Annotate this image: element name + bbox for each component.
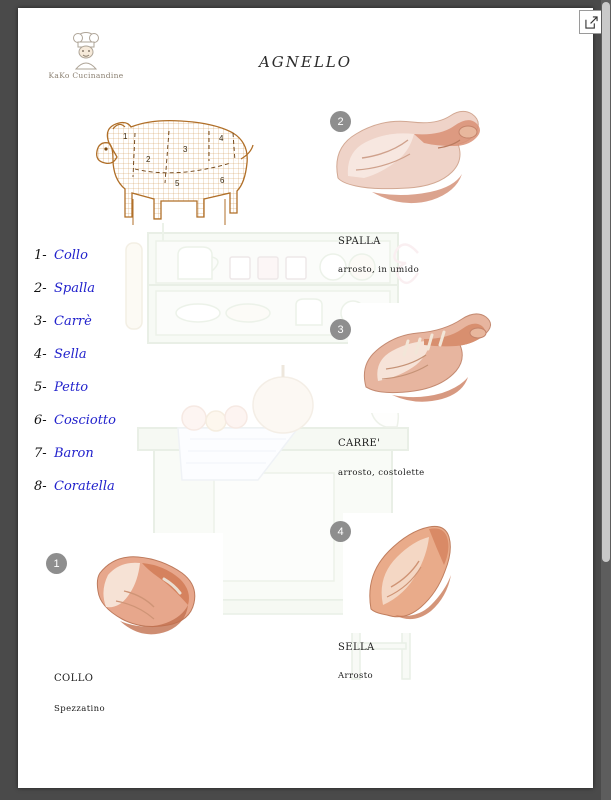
lamb-cuts-diagram: [73, 103, 283, 243]
cut-name: Carrè: [54, 314, 92, 329]
list-item: [34, 314, 174, 347]
list-item: [34, 380, 174, 413]
cut-number: 3-: [34, 314, 47, 329]
photo-carre: [348, 303, 513, 413]
expand-button[interactable]: [579, 10, 603, 34]
cut-number: 4-: [34, 347, 47, 362]
cut-number: 5-: [34, 380, 47, 395]
cut-number: 6-: [34, 413, 47, 428]
list-item: [34, 347, 174, 380]
list-item: [34, 446, 174, 479]
photo-sella-subtitle: Arrosto: [338, 671, 374, 681]
cut-name: Collo: [54, 248, 88, 263]
diagram-number-1: 1: [123, 132, 128, 141]
diagram-number-2: 2: [146, 155, 151, 164]
vertical-scrollbar-track[interactable]: [601, 0, 611, 800]
badge-4: 4: [330, 521, 351, 542]
cut-name: Spalla: [54, 281, 96, 296]
photo-collo-title: COLLO: [54, 673, 94, 684]
page-title: AGNELLO: [258, 53, 353, 71]
diagram-number-6: 6: [220, 176, 225, 185]
badge-3: 3: [330, 319, 351, 340]
cut-name: Sella: [54, 347, 87, 362]
cut-number: 1-: [34, 248, 47, 263]
list-item: [34, 281, 174, 314]
badge-1: 1: [46, 553, 67, 574]
diagram-number-4: 4: [219, 134, 224, 143]
diagram-number-3: 3: [183, 145, 188, 154]
vertical-scrollbar-thumb[interactable]: [602, 2, 610, 562]
cut-number: 8-: [34, 479, 47, 494]
cut-name: Coratella: [54, 479, 115, 494]
cut-name: Petto: [54, 380, 89, 395]
photo-sella: [343, 513, 473, 633]
open-in-new-icon: [585, 16, 598, 29]
photo-sella-title: SELLA: [338, 642, 375, 653]
photo-collo-subtitle: Spezzatino: [54, 704, 106, 714]
cut-name: Cosciotto: [54, 413, 116, 428]
photo-spalla-title: SPALLA: [338, 236, 381, 247]
cut-number: 7-: [34, 446, 47, 461]
photo-collo: [78, 533, 223, 638]
logo-text: KaKo Cucinandine: [48, 71, 124, 80]
photo-carre-title: CARRE': [338, 438, 381, 449]
cut-list: [34, 248, 174, 512]
list-item: [34, 413, 174, 446]
photo-spalla-subtitle: arrosto, in umido: [338, 265, 420, 275]
badge-2: 2: [330, 111, 351, 132]
diagram-number-5: 5: [175, 179, 180, 188]
list-item: [34, 479, 174, 512]
photo-carre-subtitle: arrosto, costolette: [338, 468, 425, 478]
list-item: [34, 248, 174, 281]
cut-number: 2-: [34, 281, 47, 296]
cut-name: Baron: [54, 446, 94, 461]
document-page: [18, 8, 593, 788]
